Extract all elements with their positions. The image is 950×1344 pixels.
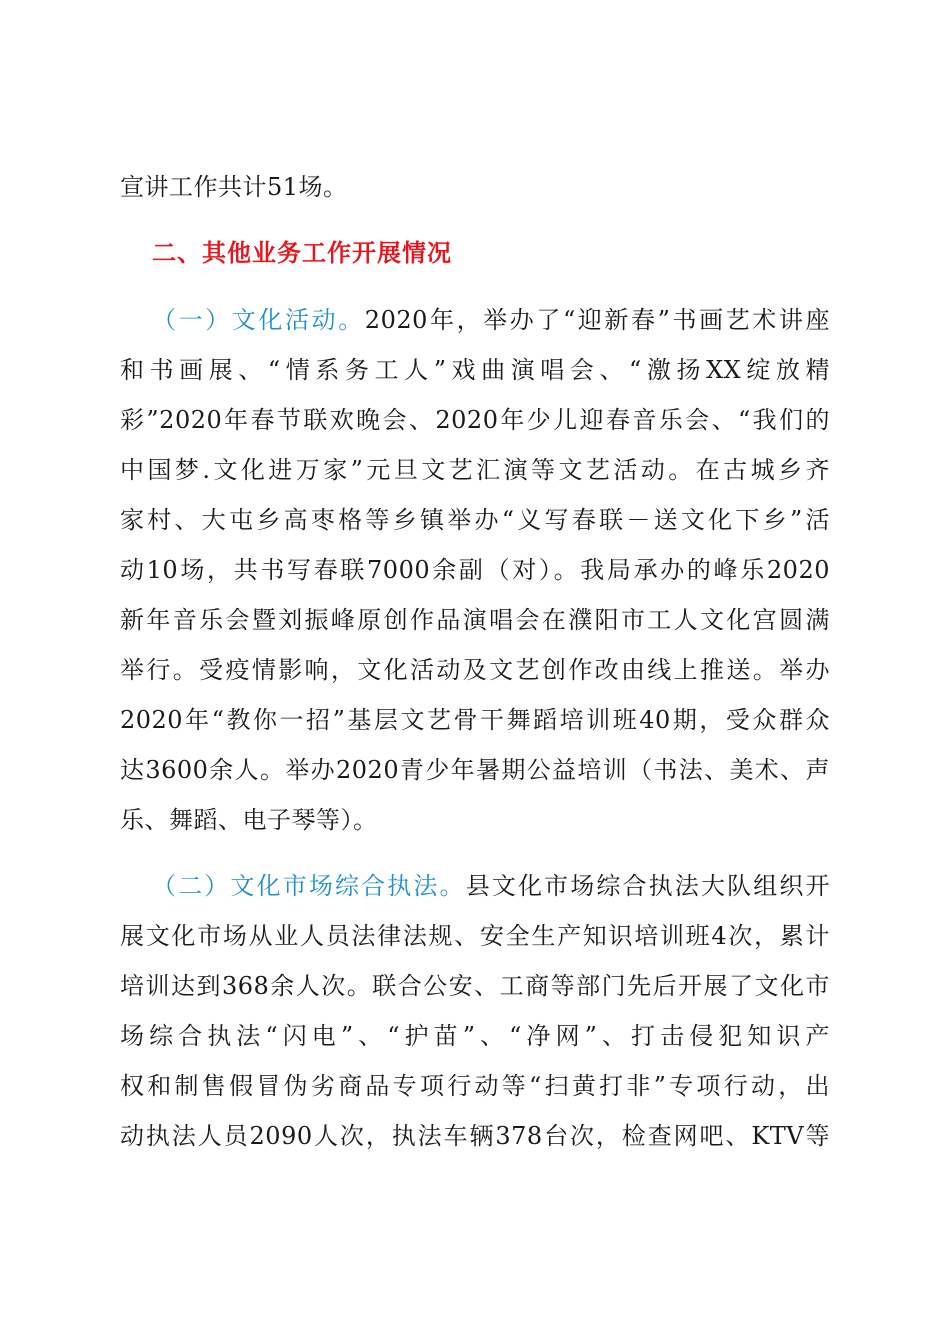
paragraph-1-line-4: 中国梦.文化进万家”元旦文艺汇演等文艺活动。在古城乡齐 (120, 456, 830, 484)
paragraph-1-line-2: 和书画展、“情系务工人”戏曲演唱会、“激扬XX绽放精 (120, 356, 830, 384)
paragraph-2-line-6: 动执法人员2090人次，执法车辆378台次，检查网吧、KTV等 (120, 1122, 830, 1150)
paragraph-2-line-4: 场综合执法“闪电”、“护苗”、“净网”、打击侵犯知识产 (120, 1022, 830, 1050)
paragraph-2-line-1 (152, 871, 830, 901)
paragraph-2-subheading: （二）文化市场综合执法。 (152, 872, 466, 900)
paragraph-1-line-3: 彩”2020年春节联欢晚会、2020年少儿迎春音乐会、“我们的 (120, 406, 830, 434)
paragraph-1-line-9: 2020年“教你一招”基层文艺骨干舞蹈培训班40期，受众群众 (120, 706, 830, 734)
paragraph-2-text: 县文化市场综合执法大队组织开 (465, 872, 831, 900)
section-heading: 二、其他业务工作开展情况 (152, 239, 452, 267)
paragraph-1-line-7: 新年音乐会暨刘振峰原创作品演唱会在濮阳市工人文化宫圆满 (120, 606, 830, 634)
paragraph-1-line-6: 动10场，共书写春联7000余副（对）。我局承办的峰乐2020 (120, 556, 830, 584)
paragraph-2-line-5: 权和制售假冒伪劣商品专项行动等“扫黄打非”专项行动，出 (120, 1072, 830, 1100)
paragraph-1-line-1 (152, 305, 830, 335)
intro-line: 宣讲工作共计51场。 (120, 173, 348, 201)
paragraph-1-line-11: 乐、舞蹈、电子琴等）。 (120, 806, 378, 834)
paragraph-1-text: 2020年，举办了“迎新春”书画艺术讲座 (364, 306, 830, 334)
paragraph-1-line-5: 家村、大屯乡高枣格等乡镇举办“义写春联－送文化下乡”活 (120, 506, 830, 534)
paragraph-1-subheading: （一）文化活动。 (152, 306, 365, 334)
paragraph-1-line-10: 达3600余人。举办2020青少年暑期公益培训（书法、美术、声 (120, 756, 830, 784)
paragraph-2-line-2: 展文化市场从业人员法律法规、安全生产知识培训班4次，累计 (120, 922, 830, 950)
paragraph-2-line-3: 培训达到368余人次。联合公安、工商等部门先后开展了文化市 (120, 972, 830, 1000)
paragraph-1-line-8: 举行。受疫情影响，文化活动及文艺创作改由线上推送。举办 (120, 656, 830, 684)
